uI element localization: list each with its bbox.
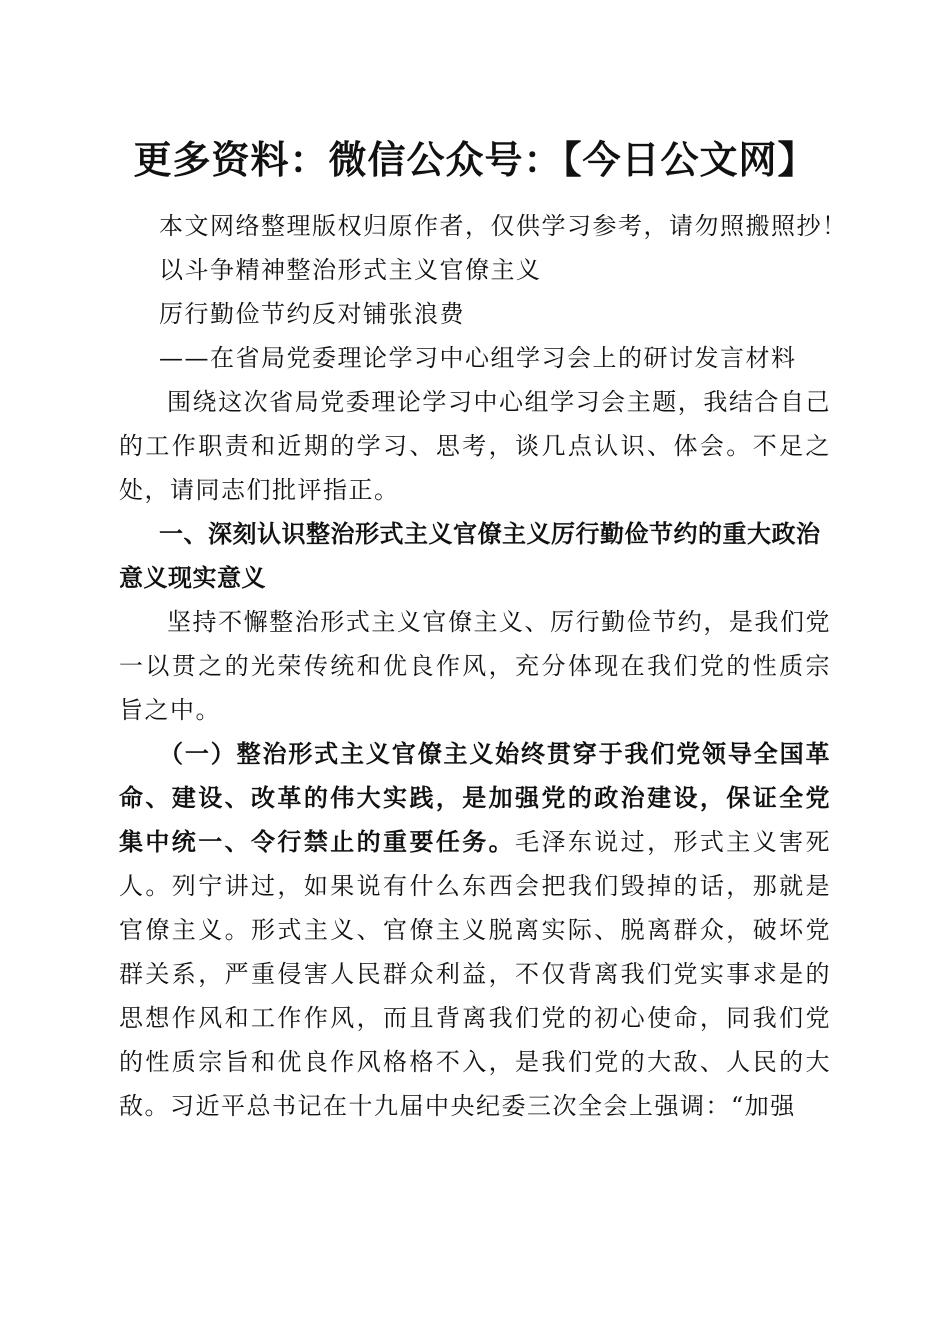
- document-body: [119, 204, 848, 1128]
- copyright-notice: 本文网络整理版权归原作者，仅供学习参考，请勿照搬照抄！: [159, 212, 848, 240]
- subsection-paragraph: [119, 732, 831, 1128]
- page-title: 更多资料：微信公众号：【今日公文网】: [133, 138, 817, 182]
- document-title-line-2: 厉行勤俭节约反对铺张浪费: [159, 300, 465, 328]
- section-heading: 一、深刻认识整治形式主义官僚主义厉行勤俭节约的重大政治意义现实意义: [119, 520, 821, 592]
- subsection-body: 毛泽东说过，形式主义害死人。列宁讲过，如果说有什么东西会把我们毁掉的话，那就是官僚主义。形式主义、官僚主义脱离实际、脱离群众，破坏党群关系，严重侵害人民群众利益，不仅背离我们党实事求是的思想作风和工作作风，而且背离我们党的初心使命，同我们党的性质宗旨和优良作风格格不入，是我们党的大敌、人民的大敌。习近平总书记在十九届中央纪委三次全会上强调：“加强: [119, 828, 832, 1120]
- intro-paragraph: 围绕这次省局党委理论学习中心组学习会主题，我结合自己的工作职责和近期的学习、思考，谈几点认识、体会。不足之处，请同志们批评指正。: [119, 388, 831, 504]
- section-paragraph: 坚持不懈整治形式主义官僚主义、厉行勤俭节约，是我们党一以贯之的光荣传统和优良作风，充分体现在我们党的性质宗旨之中。: [119, 608, 831, 724]
- document-subtitle: ——在省局党委理论学习中心组学习会上的研讨发言材料: [159, 344, 797, 372]
- document-title-line-1: 以斗争精神整治形式主义官僚主义: [159, 256, 542, 284]
- subsection-lead: （一）整治形式主义官僚主义始终贯穿于我们党领导全国革命、建设、改革的伟大实践，是加强党的政治建设，保证全党集中统一、令行禁止的重要任务。: [119, 739, 831, 856]
